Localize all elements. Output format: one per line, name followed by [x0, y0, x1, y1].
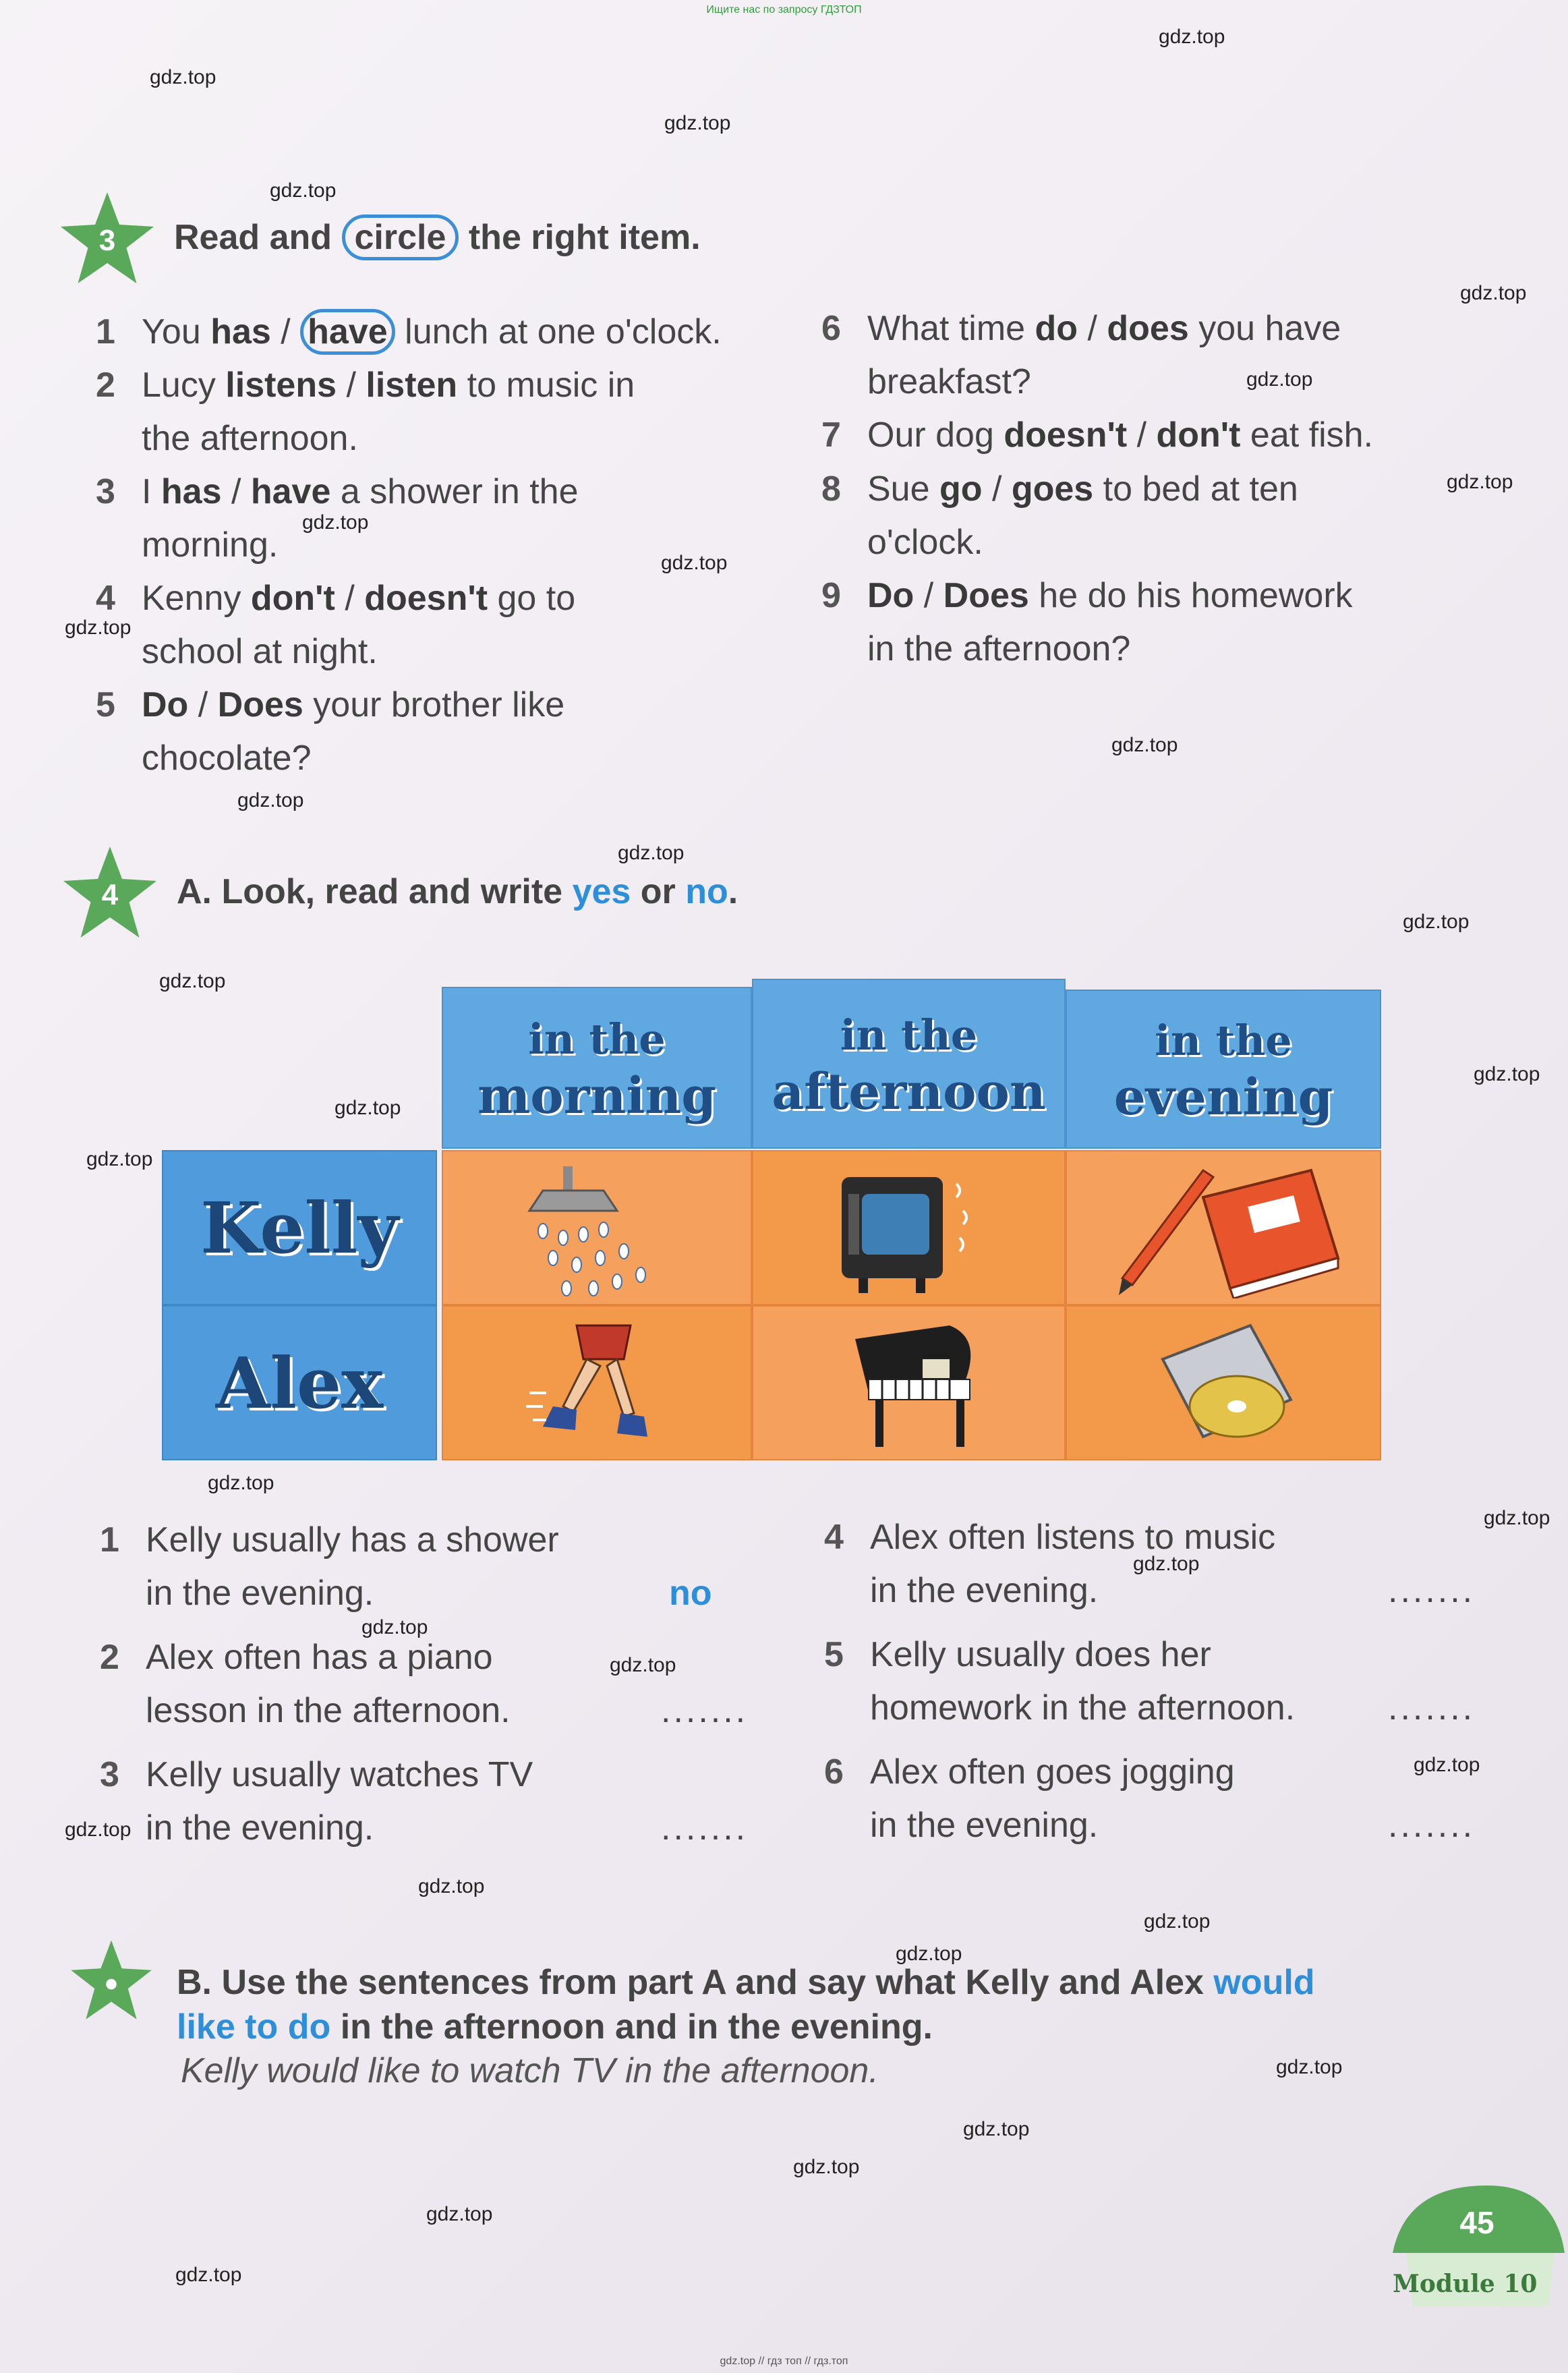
ex4-sentence: [824, 1628, 1539, 1736]
item-number: 1: [100, 1520, 119, 1560]
item-text: morning.: [142, 525, 279, 565]
item-text: to bed at ten: [1093, 469, 1298, 509]
heading-text: .: [728, 872, 738, 911]
option: does: [1107, 309, 1189, 348]
kelly-afternoon-cell: [752, 1150, 1066, 1305]
watermark: gdz.top: [237, 789, 304, 811]
ex4-sentence: [100, 1514, 734, 1622]
ex4-sentence: [824, 1746, 1539, 1854]
alex-evening-cell: [1066, 1305, 1381, 1460]
option: doesn't: [364, 579, 488, 618]
heading-text: or: [631, 872, 686, 911]
alex-morning-cell: [442, 1305, 752, 1460]
header-line: in the: [528, 1014, 666, 1064]
watermark: gdz.top: [361, 1616, 428, 1638]
column-header-morning: [442, 987, 752, 1149]
item-text: o'clock.: [867, 523, 983, 562]
sentence-text: Kelly usually has a shower: [146, 1520, 559, 1560]
sentence-text: in the evening.: [870, 1806, 1099, 1845]
page-number-badge: [1386, 2179, 1568, 2314]
option: Do: [142, 685, 189, 724]
sentence-text: in the evening.: [870, 1571, 1099, 1610]
row-name: Alex: [215, 1341, 384, 1425]
watermark: gdz.top: [1414, 1754, 1480, 1776]
show-through-text: [553, 115, 572, 192]
watermark: gdz.top: [65, 1819, 132, 1841]
answer-blank: .......: [661, 1808, 749, 1848]
item-text: to music in: [457, 366, 635, 405]
cd-icon: [1136, 1312, 1311, 1454]
item-number: 4: [96, 579, 115, 618]
answer-blank: .......: [661, 1691, 749, 1730]
separator: /: [1127, 416, 1157, 455]
watermark: gdz.top: [1403, 911, 1470, 933]
option: doesn't: [1004, 416, 1128, 455]
sentence-text: in the evening.: [146, 1808, 374, 1848]
instruction-highlight: would: [1213, 1963, 1315, 2002]
heading-no: no: [685, 872, 728, 911]
sentence-text: in the evening.: [146, 1574, 374, 1613]
watermark: gdz.top: [65, 617, 132, 639]
watermark: gdz.top: [159, 970, 226, 992]
watermark: gdz.top: [793, 2156, 860, 2178]
ex3-item: [96, 465, 811, 572]
item-text: I: [142, 472, 161, 511]
watermark: gdz.top: [1144, 1910, 1211, 1933]
ex3-item: [96, 572, 811, 679]
watermark: gdz.top: [1474, 1063, 1540, 1085]
heading-yes: yes: [572, 872, 631, 911]
option: don't: [1156, 416, 1241, 455]
separator: /: [221, 472, 251, 511]
option: do: [1035, 309, 1078, 348]
ex3-item: [821, 409, 1536, 462]
exercise-number-star: [59, 845, 161, 946]
instruction-text: B. Use the sentences from part A and say what Kelly and Alex: [177, 1963, 1214, 2002]
item-text: your brother like: [303, 685, 565, 724]
watermark: gdz.top: [175, 2264, 242, 2286]
circled-option: have: [300, 309, 395, 355]
part-b-instruction: [177, 1960, 1472, 2049]
ex3-item: [96, 306, 811, 359]
header-line: in the: [1155, 1016, 1292, 1065]
answer-blank: .......: [1388, 1688, 1476, 1727]
separator: /: [982, 469, 1012, 509]
item-text: you have: [1188, 309, 1341, 348]
item-text: Lucy: [142, 366, 226, 405]
shower-icon: [516, 1157, 678, 1298]
header-line: afternoon: [772, 1063, 1046, 1121]
item-text: he do his homework: [1028, 576, 1353, 615]
answer-blank: .......: [1388, 1806, 1476, 1845]
option: don't: [250, 579, 335, 618]
option: go: [939, 469, 983, 509]
heading-text: the right item.: [468, 218, 701, 257]
item-number: 5: [96, 685, 115, 724]
option: goes: [1011, 469, 1094, 509]
option: has: [210, 312, 271, 351]
exercise-number: 4: [101, 878, 119, 911]
watermark: gdz.top: [302, 511, 369, 534]
watermark: gdz.top: [1246, 368, 1313, 391]
item-text: in the afternoon?: [867, 629, 1131, 668]
watermark: gdz.top: [661, 552, 728, 574]
bottom-note: gdz.top // гдз топ // гдз.топ: [720, 2355, 848, 2367]
top-note: Ищите нас по запросу ГДЗТОП: [706, 4, 862, 16]
item-number: 6: [824, 1752, 844, 1792]
ex3-item: [96, 679, 811, 785]
watermark: gdz.top: [1447, 471, 1513, 493]
sentence-text: Alex often goes jogging: [870, 1752, 1235, 1792]
watermark: gdz.top: [1159, 26, 1225, 48]
watermark: gdz.top: [963, 2118, 1030, 2140]
item-text: a shower in the: [330, 472, 579, 511]
answer: no: [669, 1574, 712, 1613]
option: have: [250, 472, 331, 511]
watermark: gdz.top: [335, 1097, 401, 1119]
ex3-item: [821, 302, 1536, 409]
exercise-3-heading: [174, 217, 701, 258]
part-b-example: Kelly would like to watch TV in the afternoon.: [181, 2051, 879, 2090]
ex3-item: [821, 463, 1536, 569]
alex-afternoon-cell: [752, 1305, 1066, 1460]
row-label-alex: [162, 1305, 437, 1460]
item-text: chocolate?: [142, 739, 312, 778]
item-number: 9: [821, 576, 841, 615]
watermark: gdz.top: [1276, 2056, 1343, 2078]
watermark: gdz.top: [270, 179, 337, 202]
sentence-text: Alex often has a piano: [146, 1638, 493, 1677]
item-text: lunch at one o'clock.: [395, 312, 722, 351]
separator: /: [188, 685, 218, 724]
sentence-text: Kelly usually watches TV: [146, 1755, 533, 1794]
sentence-text: Alex often listens to music: [870, 1518, 1276, 1557]
separator: /: [1078, 309, 1107, 348]
watermark: gdz.top: [896, 1943, 962, 1965]
ex3-item: [821, 569, 1536, 676]
watermark: gdz.top: [610, 1654, 676, 1676]
item-text: the afternoon.: [142, 419, 358, 458]
kelly-morning-cell: [442, 1150, 752, 1305]
header-line: in the: [840, 1010, 978, 1060]
watermark: gdz.top: [86, 1148, 153, 1170]
item-number: 8: [821, 469, 841, 509]
option: listen: [366, 366, 458, 405]
instruction-highlight: like to do: [177, 2007, 331, 2047]
watermark: gdz.top: [1460, 282, 1527, 304]
separator: /: [270, 312, 301, 351]
item-number: 4: [824, 1518, 844, 1557]
separator: /: [337, 366, 366, 405]
separator: /: [335, 579, 365, 618]
sentence-text: Kelly usually does her: [870, 1635, 1211, 1674]
watermark: gdz.top: [618, 842, 685, 864]
ex4-sentence: [100, 1631, 749, 1739]
sentence-text: homework in the afternoon.: [870, 1688, 1296, 1727]
item-text: You: [142, 312, 211, 351]
watermark: gdz.top: [426, 2203, 493, 2225]
heading-text: Read and: [174, 218, 332, 257]
exercise-4-heading: [177, 871, 738, 912]
watermark: gdz.top: [1133, 1553, 1200, 1575]
item-text: eat fish.: [1240, 416, 1374, 455]
option: Do: [867, 576, 914, 615]
item-text: Sue: [867, 469, 939, 509]
exercise-number-star: [57, 190, 158, 291]
ex4-sentence: [824, 1511, 1539, 1619]
separator: /: [914, 576, 943, 615]
kelly-evening-cell: [1066, 1150, 1381, 1305]
column-header-afternoon: [752, 979, 1066, 1149]
item-text: What time: [867, 309, 1035, 348]
module-label: Module 10: [1393, 2270, 1538, 2298]
item-number: 1: [96, 312, 115, 351]
item-number: 5: [824, 1635, 844, 1674]
ex4-sentence: [100, 1748, 749, 1856]
item-text: go to: [488, 579, 576, 618]
item-number: 6: [821, 309, 841, 348]
row-label-kelly: [162, 1150, 437, 1305]
watermark: gdz.top: [150, 66, 216, 88]
option: Does: [943, 576, 1029, 615]
circled-word: circle: [342, 215, 459, 260]
item-text: breakfast?: [867, 362, 1031, 401]
page-number: 45: [1459, 2205, 1494, 2240]
item-number: 3: [100, 1755, 119, 1794]
watermark: gdz.top: [1484, 1507, 1550, 1529]
header-line: morning: [477, 1067, 717, 1125]
watermark: gdz.top: [208, 1472, 274, 1494]
option: Does: [217, 685, 303, 724]
option: listens: [225, 366, 337, 405]
watermark: gdz.top: [418, 1875, 485, 1897]
watermark: gdz.top: [664, 112, 731, 134]
header-line: evening: [1113, 1068, 1333, 1126]
row-name: Kelly: [200, 1186, 399, 1269]
item-text: school at night.: [142, 632, 378, 671]
column-header-evening: [1066, 990, 1381, 1149]
sentence-text: lesson in the afternoon.: [146, 1691, 511, 1730]
heading-text: A. Look, read and write: [177, 872, 573, 911]
answer-blank: .......: [1388, 1571, 1476, 1610]
tv-icon: [821, 1157, 997, 1298]
watermark: gdz.top: [1111, 734, 1178, 756]
item-number: 2: [100, 1638, 119, 1677]
star-badge-icon: [67, 1939, 155, 2026]
item-text: Our dog: [867, 416, 1004, 455]
item-number: 7: [821, 416, 841, 455]
ex3-item: [96, 359, 811, 465]
book-and-pen-icon: [1095, 1157, 1352, 1298]
item-text: Kenny: [142, 579, 251, 618]
activity-table: [162, 981, 1381, 1460]
speaking-star: [67, 1939, 155, 2026]
jogging-legs-icon: [523, 1312, 671, 1454]
instruction-text: in the afternoon and in the evening.: [330, 2007, 933, 2047]
option: has: [161, 472, 222, 511]
piano-icon: [828, 1312, 990, 1454]
item-number: 3: [96, 472, 115, 511]
exercise-number: 3: [98, 224, 116, 257]
item-number: 2: [96, 366, 115, 405]
